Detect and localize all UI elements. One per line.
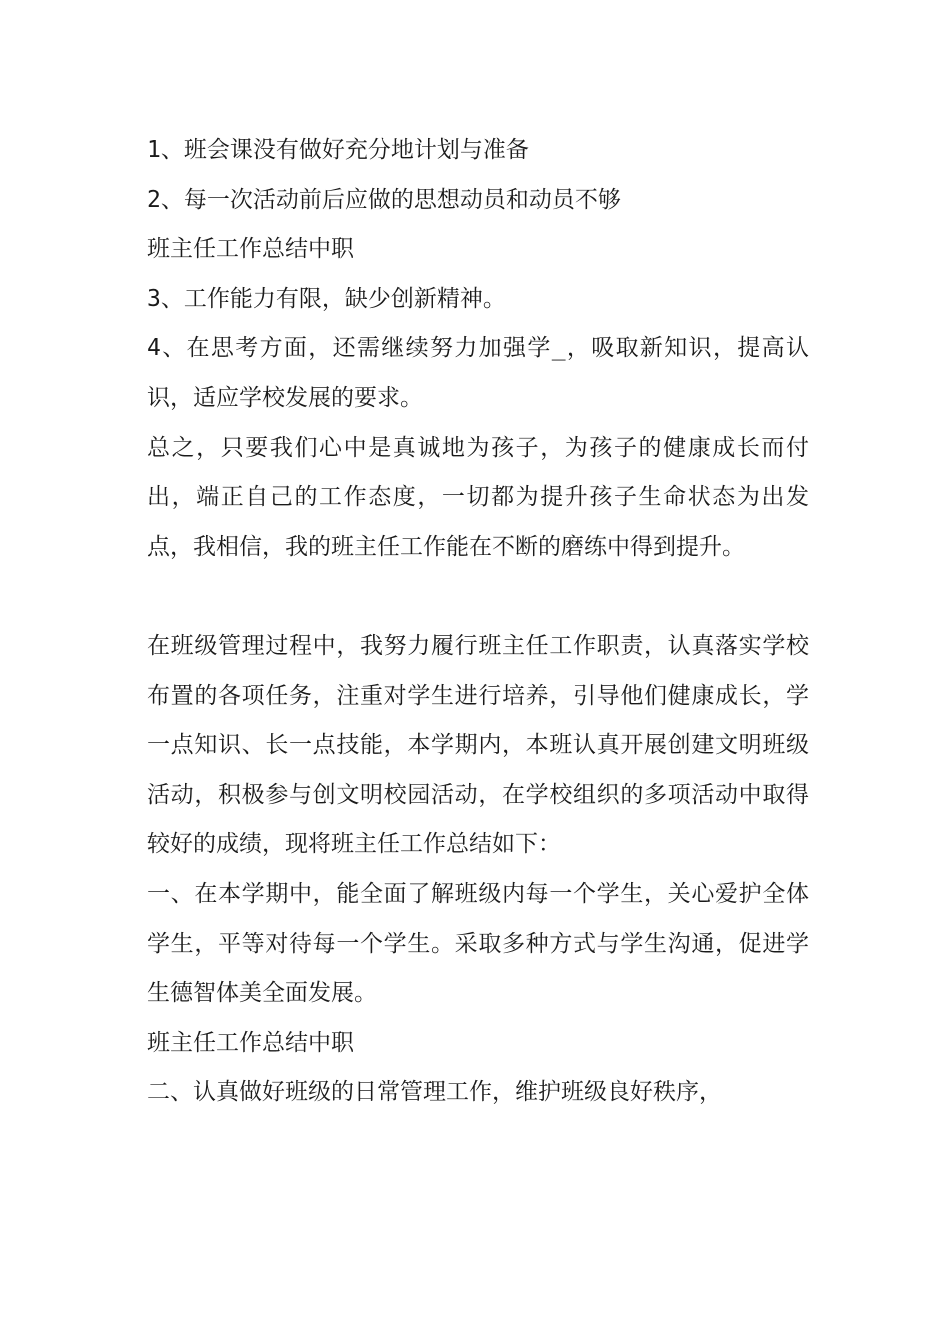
section-heading-repeat: 班主任工作总结中职 — [147, 1029, 354, 1056]
paragraph-gap — [147, 572, 809, 622]
point-one-paragraph: 一、在本学期中，能全面了解班级内每一个学生，关心爱护全体学生，平等对待每一个学生。采取多种方式与学生沟通，促进学生德智体美全面发展。 — [147, 880, 809, 1007]
conclusion-paragraph: 总之，只要我们心中是真诚地为孩子，为孩子的健康成长而付出，端正自己的工作态度，一切都为提升孩子生命状态为出发点，我相信，我的班主任工作能在不断的磨练中得到提升。 — [147, 434, 809, 560]
document-body — [147, 126, 809, 1118]
list-item-2: 2、每一次活动前后应做的思想动员和动员不够 — [147, 186, 621, 213]
section-heading: 班主任工作总结中职 — [147, 236, 354, 263]
list-item-1: 1、班会课没有做好充分地计划与准备 — [147, 137, 529, 163]
list-item-4: 4、在思考方面，还需继续努力加强学_，吸取新知识，提高认识，适应学校发展的要求。 — [147, 335, 809, 411]
list-item-3: 3、工作能力有限，缺少创新精神。 — [147, 285, 506, 312]
intro-paragraph: 在班级管理过程中，我努力履行班主任工作职责，认真落实学校布置的各项任务，注重对学生进行培养，引导他们健康成长，学一点知识、长一点技能，本学期内，本班认真开展创建文明班级活动，积极参与创文明校园活动，在学校组织的多项活动中取得较好的成绩，现将班主任工作总结如下： — [147, 632, 809, 858]
point-two-paragraph: 二、认真做好班级的日常管理工作，维护班级良好秩序， — [147, 1079, 722, 1106]
